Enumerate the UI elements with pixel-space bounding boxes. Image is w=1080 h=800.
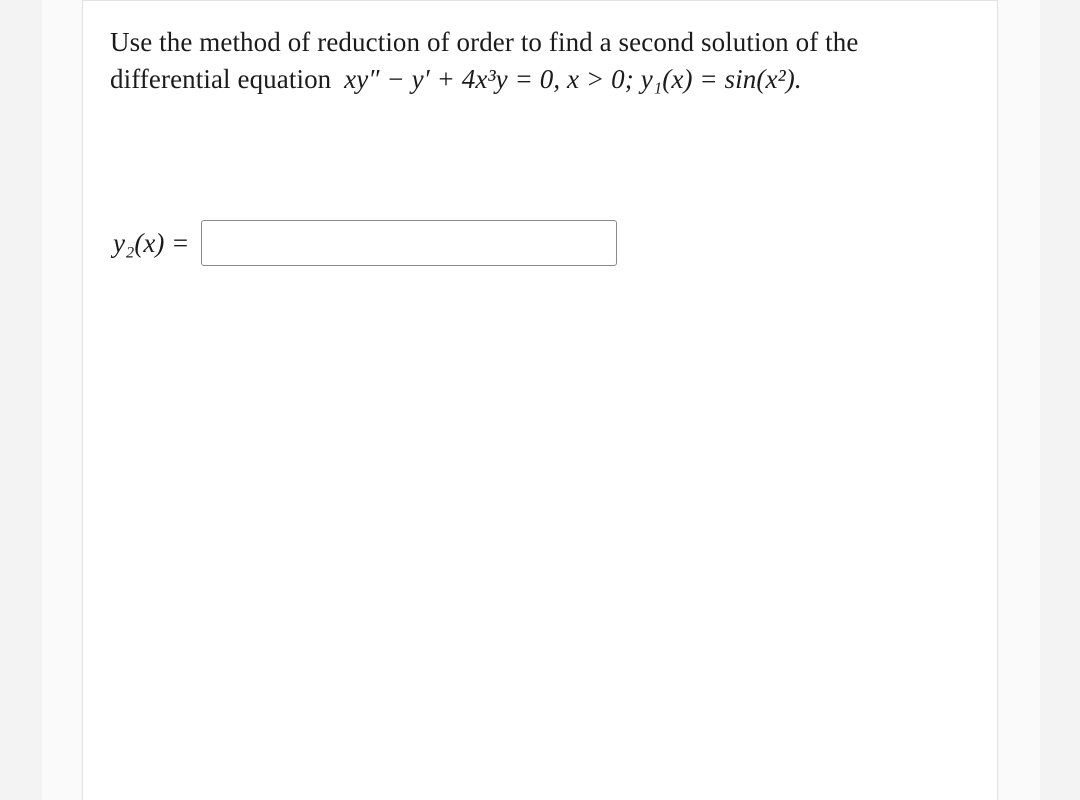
question-text bbox=[110, 24, 990, 98]
right-gutter bbox=[1040, 0, 1080, 800]
question-line-1: Use the method of reduction of order to find a second solution of the bbox=[110, 27, 859, 57]
question-line-2-prefix: differential equation bbox=[110, 64, 332, 94]
answer-label: y₂(x) = bbox=[113, 227, 190, 258]
answer-row bbox=[113, 219, 617, 267]
question-line-2 bbox=[110, 61, 990, 98]
equation-text: xy″ − y′ + 4x³y = 0, x > 0; y₁(x) = sin(x²). bbox=[344, 64, 802, 94]
differential-equation bbox=[344, 64, 802, 94]
question-card bbox=[82, 0, 998, 800]
left-gutter bbox=[0, 0, 42, 800]
answer-input[interactable] bbox=[201, 220, 617, 266]
